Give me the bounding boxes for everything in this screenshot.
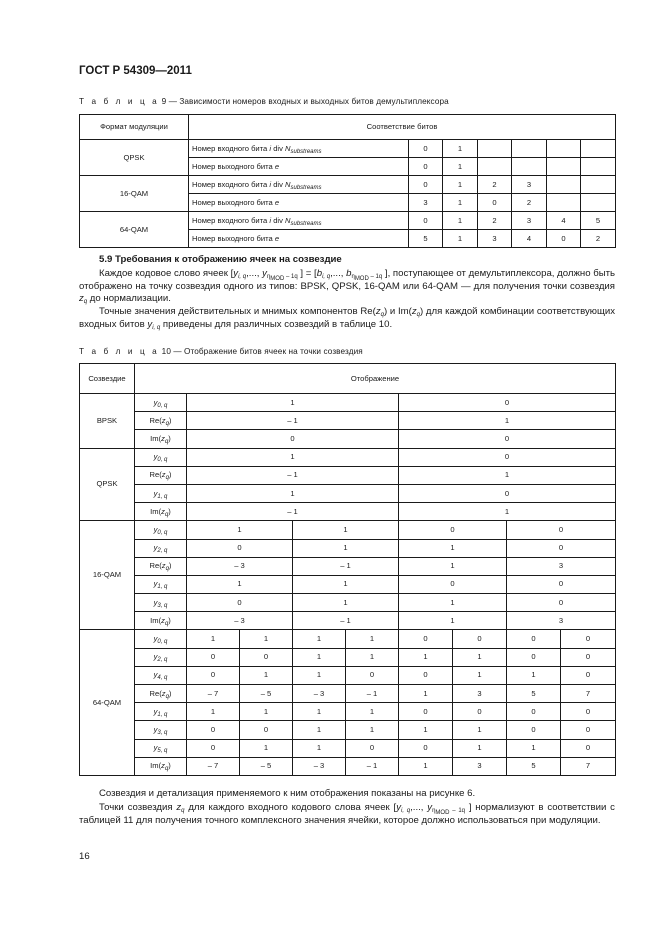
table10-cell: 1 [346,721,399,739]
table9-cell: 0 [409,158,443,176]
section-title: Требования к отображению ячеек на созвездие [115,254,342,265]
table10-cell: 0 [240,648,293,666]
table10-cell: 1 [453,666,507,684]
table10-caption [79,347,363,356]
table9-cell: 1 [443,230,478,248]
table9-input-label: Номер входного бита i div $N_{substreams}$ [189,176,409,194]
section-number: 5.9 [99,254,113,265]
table10-cell: – 1 [293,557,399,575]
table9-cell: 5 [409,230,443,248]
table10-cell: 0 [453,703,507,721]
table9-cell: 3 [512,212,547,230]
table10-cell: 0 [240,721,293,739]
paragraph-1: Каждое кодовое слово ячеек [$y_{i, q}$,..., $y_{\eta_{MOD} - 1q}$ ] = [$b_{i, q}$,..., $b_{\eta_{MOD} - 1q}$ ], поступающее от демультиплексора, должно быть отображено на точку созвездия одного из типов: BPSK, QPSK, 16-QAM или 64-QAM — для получения точки созвездия $z_q$ до нормализации. [79,268,616,306]
table10-cell: 1 [399,612,507,630]
table10-cell: 1 [293,539,399,557]
label-y1: $y_{1, q}$ [135,484,187,502]
table10-cell: 1 [346,703,399,721]
table9-cell [547,194,581,212]
table10-caption-word: Т а б л и ц а [79,347,160,356]
label-y1: $y_{1, q}$ [135,703,187,721]
label-y4: $y_{4, q}$ [135,666,187,684]
table10-cell: 1 [399,594,507,612]
table10-cell: – 3 [293,757,346,775]
table9-output-label: Номер выходного бита e [189,194,409,212]
table9-input-label: Номер входного бита i div $N_{substreams}$ [189,212,409,230]
table9-cell [581,140,616,158]
table10-head-constellation: Созвездие [80,364,135,394]
table10-cell: 0 [346,739,399,757]
label-im: $Im(z_q)$ [135,430,187,448]
table10-cell: 0 [399,430,616,448]
table10-cell: 7 [561,757,616,775]
table10-cell: 0 [507,630,561,648]
table10-cell: 0 [561,739,616,757]
table10-cell: 1 [240,703,293,721]
table10-cell: 5 [507,757,561,775]
table10-cell: 3 [507,557,616,575]
table9-caption [79,97,449,106]
label-re: $Re(z_q)$ [135,685,187,703]
table10-cell: – 1 [187,503,399,521]
table9-format-64qam: 64-QAM [80,212,189,248]
table10-cell: 1 [187,630,240,648]
table9-cell [512,158,547,176]
table10-cell: – 1 [293,612,399,630]
table9-format-16qam: 16-QAM [80,176,189,212]
table10-cell: 0 [507,648,561,666]
label-y0: $y_{0, q}$ [135,630,187,648]
table10-cell: 0 [399,448,616,466]
table10-cell: 0 [399,739,453,757]
table9-cell [547,140,581,158]
table10-cell: 1 [293,594,399,612]
table9-cell: 1 [443,194,478,212]
table10-64qam: 64-QAM [80,630,135,776]
table9-cell: 5 [581,212,616,230]
table10-cell: 0 [187,739,240,757]
label-y1: $y_{1, q}$ [135,575,187,593]
table10-cell: 0 [187,721,240,739]
table10-cell: 3 [453,685,507,703]
table10-cell: 0 [507,575,616,593]
table10-cell: 0 [399,575,507,593]
table10-cell: 0 [346,666,399,684]
table10-cell: 0 [187,430,399,448]
section-heading [99,254,342,265]
label-y0: $y_{0, q}$ [135,394,187,412]
table10-cell: 0 [507,521,616,539]
table10-cell: 0 [561,721,616,739]
table10-cell: 3 [453,757,507,775]
table9-input-label: Номер входного бита i div $N_{substreams}$ [189,140,409,158]
table10-cell: 0 [187,594,293,612]
table10-cell: 0 [507,721,561,739]
table10-cell: 0 [399,484,616,502]
table10-cell: 0 [507,594,616,612]
table10-cell: 1 [293,648,346,666]
table9-cell [547,158,581,176]
table10-caption-text: 10 — Отображение битов ячеек на точки созвездия [161,347,363,356]
table10-cell: 1 [453,721,507,739]
table9-cell: 1 [443,176,478,194]
table10-cell: 0 [453,630,507,648]
label-y2: $y_{2, q}$ [135,648,187,666]
table9-cell [512,140,547,158]
table9-cell: 2 [581,230,616,248]
table10-cell: – 3 [293,685,346,703]
table9-cell: 3 [409,194,443,212]
table10-cell: – 1 [346,757,399,775]
table10-cell: 0 [561,666,616,684]
label-im: $Im(z_q)$ [135,503,187,521]
table10-cell: 5 [507,685,561,703]
table10-cell: 0 [507,703,561,721]
table10-cell: 1 [240,666,293,684]
table9-cell: 0 [409,212,443,230]
table10-cell: 1 [399,648,453,666]
table9-cell: 0 [409,140,443,158]
table10-cell: 1 [187,575,293,593]
table9-cell: 1 [443,140,478,158]
paragraph-4: Точки созвездия $z_q$ для каждого входного кодового слова ячеек [$y_{i, q}$,..., $y_{\eta_{MOD} - 1q}$ ] нормализуют в соответствии с таблицей 11 для получения точного комплексного значения ячейки, которое должно использоваться при модуляции. [79,802,615,826]
table10-cell: 0 [399,703,453,721]
table9-output-label: Номер выходного бита e [189,158,409,176]
table10-cell: 1 [293,739,346,757]
table10-cell: 1 [187,448,399,466]
table10-cell: 1 [453,648,507,666]
table10-cell: – 7 [187,757,240,775]
table10-cell: 0 [507,539,616,557]
table9-cell [547,176,581,194]
table9-cell: 2 [478,212,512,230]
page-number: 16 [79,851,90,862]
table9 [79,114,616,248]
table10-cell: 1 [293,630,346,648]
label-im: $Im(z_q)$ [135,757,187,775]
table9-cell: 4 [547,212,581,230]
table9-caption-word: Т а б л и ц а [79,97,160,106]
table9-output-label: Номер выходного бита e [189,230,409,248]
table10-cell: 1 [187,521,293,539]
table10-cell: 0 [399,666,453,684]
table10-cell: 1 [187,394,399,412]
table10-cell: 1 [346,630,399,648]
table9-cell [478,140,512,158]
table9-cell [581,176,616,194]
label-y0: $y_{0, q}$ [135,448,187,466]
table10-cell: – 5 [240,685,293,703]
paragraph-3: Созвездия и детализация применяемого к ним отображения показаны на рисунке 6. [99,788,476,799]
table10-cell: 1 [293,721,346,739]
table10-cell: 1 [399,757,453,775]
table10-cell: 1 [507,666,561,684]
label-y3: $y_{3, q}$ [135,721,187,739]
table10-cell: – 1 [187,466,399,484]
table9-cell [478,158,512,176]
table10-cell: 1 [293,703,346,721]
table10-cell: 1 [240,739,293,757]
label-y5: $y_{5, q}$ [135,739,187,757]
table10-cell: 3 [507,612,616,630]
table10-cell: 1 [346,648,399,666]
table9-cell: 2 [478,176,512,194]
table10-cell: – 5 [240,757,293,775]
table10-cell: 1 [399,503,616,521]
table10-cell: 1 [507,739,561,757]
table10-cell: 1 [293,521,399,539]
table10-cell: 0 [399,394,616,412]
table10-cell: 1 [453,739,507,757]
table9-cell [581,194,616,212]
table10-cell: 0 [561,703,616,721]
table9-cell: 4 [512,230,547,248]
table10-cell: 0 [187,539,293,557]
label-re: $Re(z_q)$ [135,412,187,430]
table9-cell: 0 [409,176,443,194]
table10-cell: 1 [399,721,453,739]
table10-cell: 1 [187,703,240,721]
table10-cell: 7 [561,685,616,703]
standard-title: ГОСТ Р 54309—2011 [79,65,192,77]
label-y3: $y_{3, q}$ [135,594,187,612]
table10-qpsk: QPSK [80,448,135,521]
table10-cell: 1 [399,539,507,557]
table9-head-format: Формат модуляции [80,115,189,140]
table10-cell: 1 [399,412,616,430]
table10-cell: 0 [399,521,507,539]
table10 [79,363,616,776]
table10-cell: – 1 [187,412,399,430]
table10-cell: 0 [561,648,616,666]
table10-cell: 1 [399,557,507,575]
paragraph-2: Точные значения действительных и мнимых компонентов $Re(z_q)$ и $Im(z_q)$ для каждой комбинации соответствующих входных битов $y_{i, q}$ приведены для различных созвездий в таблице 10. [79,306,615,331]
table9-cell: 1 [443,158,478,176]
label-re: $Re(z_q)$ [135,557,187,575]
table10-cell: 1 [399,466,616,484]
table10-cell: – 7 [187,685,240,703]
table10-cell: – 1 [346,685,399,703]
table9-cell: 2 [512,194,547,212]
table9-format-qpsk: QPSK [80,140,189,176]
table10-cell: 1 [187,484,399,502]
table10-cell: 0 [399,630,453,648]
table10-head-map: Отображение [135,364,616,394]
label-re: $Re(z_q)$ [135,466,187,484]
table9-cell: 0 [547,230,581,248]
table10-cell: 1 [293,666,346,684]
table10-cell: 1 [399,685,453,703]
table10-cell: – 3 [187,557,293,575]
label-y0: $y_{0, q}$ [135,521,187,539]
table9-cell: 3 [512,176,547,194]
table10-16qam: 16-QAM [80,521,135,630]
table10-cell: 0 [561,630,616,648]
table9-cell [581,158,616,176]
table10-cell: 1 [293,575,399,593]
table9-cell: 1 [443,212,478,230]
table9-head-map: Соответствие битов [189,115,616,140]
table9-caption-text: 9 — Зависимости номеров входных и выходных битов демультиплексора [161,97,449,106]
table10-cell: – 3 [187,612,293,630]
table10-cell: 0 [187,666,240,684]
table9-cell: 0 [478,194,512,212]
label-im: $Im(z_q)$ [135,612,187,630]
table10-cell: 0 [187,648,240,666]
table9-cell: 3 [478,230,512,248]
table10-bpsk: BPSK [80,394,135,449]
label-y2: $y_{2, q}$ [135,539,187,557]
table10-cell: 1 [240,630,293,648]
